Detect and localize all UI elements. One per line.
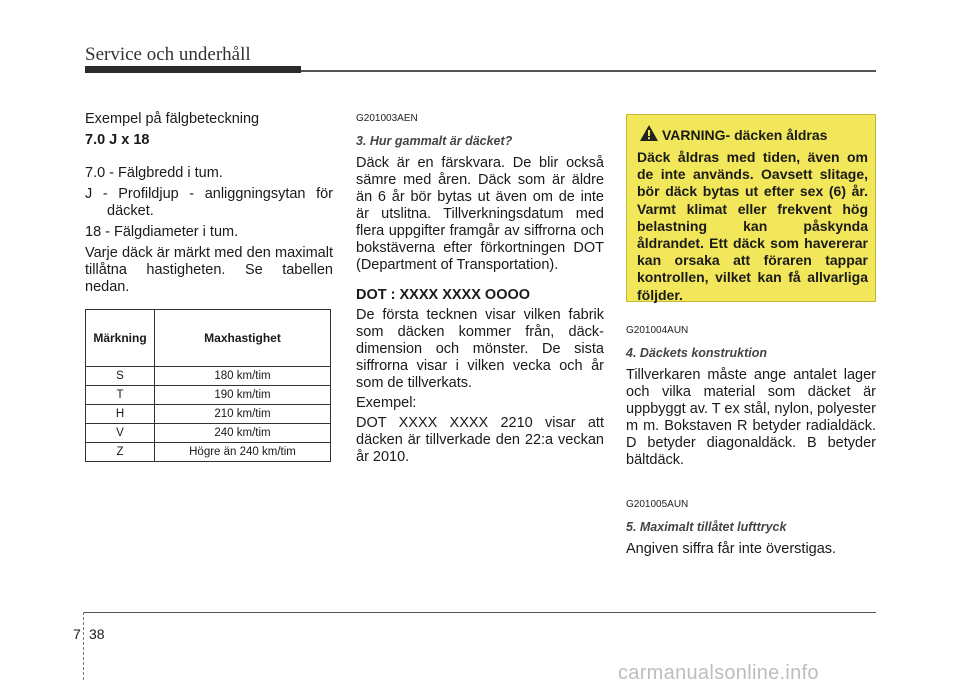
rim-intro: Exempel på fälgbeteckning xyxy=(85,111,260,127)
subheading-max-pressure: 5. Maximalt tillåtet lufttryck xyxy=(626,520,787,534)
footer-divider xyxy=(83,612,85,680)
warning-box xyxy=(626,114,876,302)
table-cell-speed: 190 km/tim xyxy=(155,386,331,405)
table-cell-speed: 240 km/tim xyxy=(155,424,331,443)
warning-title: VARNING- däcken åldras xyxy=(662,127,828,143)
section-code: G201004AUN xyxy=(626,325,689,336)
tire-age-paragraph: Däck är en färskvara. De blir också sämre med åren. Däck som är äldre än 6 år bör bytas ut även om de inte är utslitna. Tillverkningsdatum med flera uppgifter framgår av siffrorna och bokstäverna efter förkortningen DOT (Department of Transportation). xyxy=(356,155,604,273)
section-title: Service och underhåll xyxy=(85,44,251,65)
table-cell-speed: 210 km/tim xyxy=(155,405,331,424)
watermark: carmanualsonline.info xyxy=(618,662,819,684)
rim-width-line: 7.0 - Fälgbredd i tum. xyxy=(85,165,223,181)
section-code: G201003AEN xyxy=(356,113,418,124)
right-column xyxy=(626,322,876,558)
example-label: Exempel: xyxy=(356,395,417,411)
table-cell-code: T xyxy=(86,386,155,405)
rim-example: 7.0 J x 18 xyxy=(85,132,150,148)
rim-diameter-line: 18 - Fälgdiameter i tum. xyxy=(85,224,239,240)
speed-paragraph: Varje däck är märkt med den maximalt tillåtna hastigheten. Se tabellen nedan. xyxy=(85,245,333,295)
header-bar xyxy=(85,66,301,73)
table-cell-code: V xyxy=(86,424,155,443)
table-row xyxy=(86,367,331,386)
dot-explanation: De första tecknen visar vilken fabrik som däcken kommer från, däck-dimension och mönster. De sista siffrorna visar i vilken vecka och år som de tillverkats. xyxy=(356,307,604,391)
table-row xyxy=(86,386,331,405)
max-pressure-paragraph: Angiven siffra får inte överstigas. xyxy=(626,541,837,557)
dot-code: DOT : XXXX XXXX OOOO xyxy=(356,287,531,303)
speed-rating-table xyxy=(85,309,331,462)
table-header-cell: Märkning xyxy=(86,310,155,367)
footer-rule xyxy=(83,612,876,613)
table-header-row xyxy=(86,310,331,367)
subheading-tire-age: 3. Hur gammalt är däcket? xyxy=(356,134,513,148)
table-cell-speed: 180 km/tim xyxy=(155,367,331,386)
chapter-number: 7 xyxy=(73,626,81,642)
rim-profile-line: J - Profildjup - anliggningsytan för däcket. xyxy=(85,186,333,219)
dot-example: DOT XXXX XXXX 2210 visar att däcken är tillverkade den 22:a veckan år 2010. xyxy=(356,415,604,465)
page-number: 38 xyxy=(89,626,105,642)
subheading-construction: 4. Däckets konstruktion xyxy=(626,346,768,360)
header-rule xyxy=(301,70,876,72)
table-row xyxy=(86,405,331,424)
table-cell-speed: Högre än 240 km/tim xyxy=(155,443,331,462)
left-column xyxy=(85,111,333,296)
table-row xyxy=(86,443,331,462)
table-header-cell: Maxhastighet xyxy=(155,310,331,367)
construction-paragraph: Tillverkaren måste ange antalet lager och vilka material som däcket är uppbyggt av. T ex stål, nylon, polyester m m. Bokstaven R betyder radialdäck. D betyder diagonaldäck. B betyder bältdäck. xyxy=(626,367,876,468)
section-code: G201005AUN xyxy=(626,499,689,510)
table-cell-code: Z xyxy=(86,443,155,462)
table-row xyxy=(86,424,331,443)
warning-icon xyxy=(640,125,658,141)
table-cell-code: H xyxy=(86,405,155,424)
table-cell-code: S xyxy=(86,367,155,386)
middle-column xyxy=(356,110,604,466)
warning-text: Däck åldras med tiden, även om de inte används. Oavsett slitage, bör däck bytas ut efter sex (6) år. Varmt klimat eller frekvent hög belastning kan påskynda åldrandet. Ett däck som havererar kan orsaka att föraren tappar kontrollen, vilket kan få allvarliga följder. xyxy=(637,149,868,303)
